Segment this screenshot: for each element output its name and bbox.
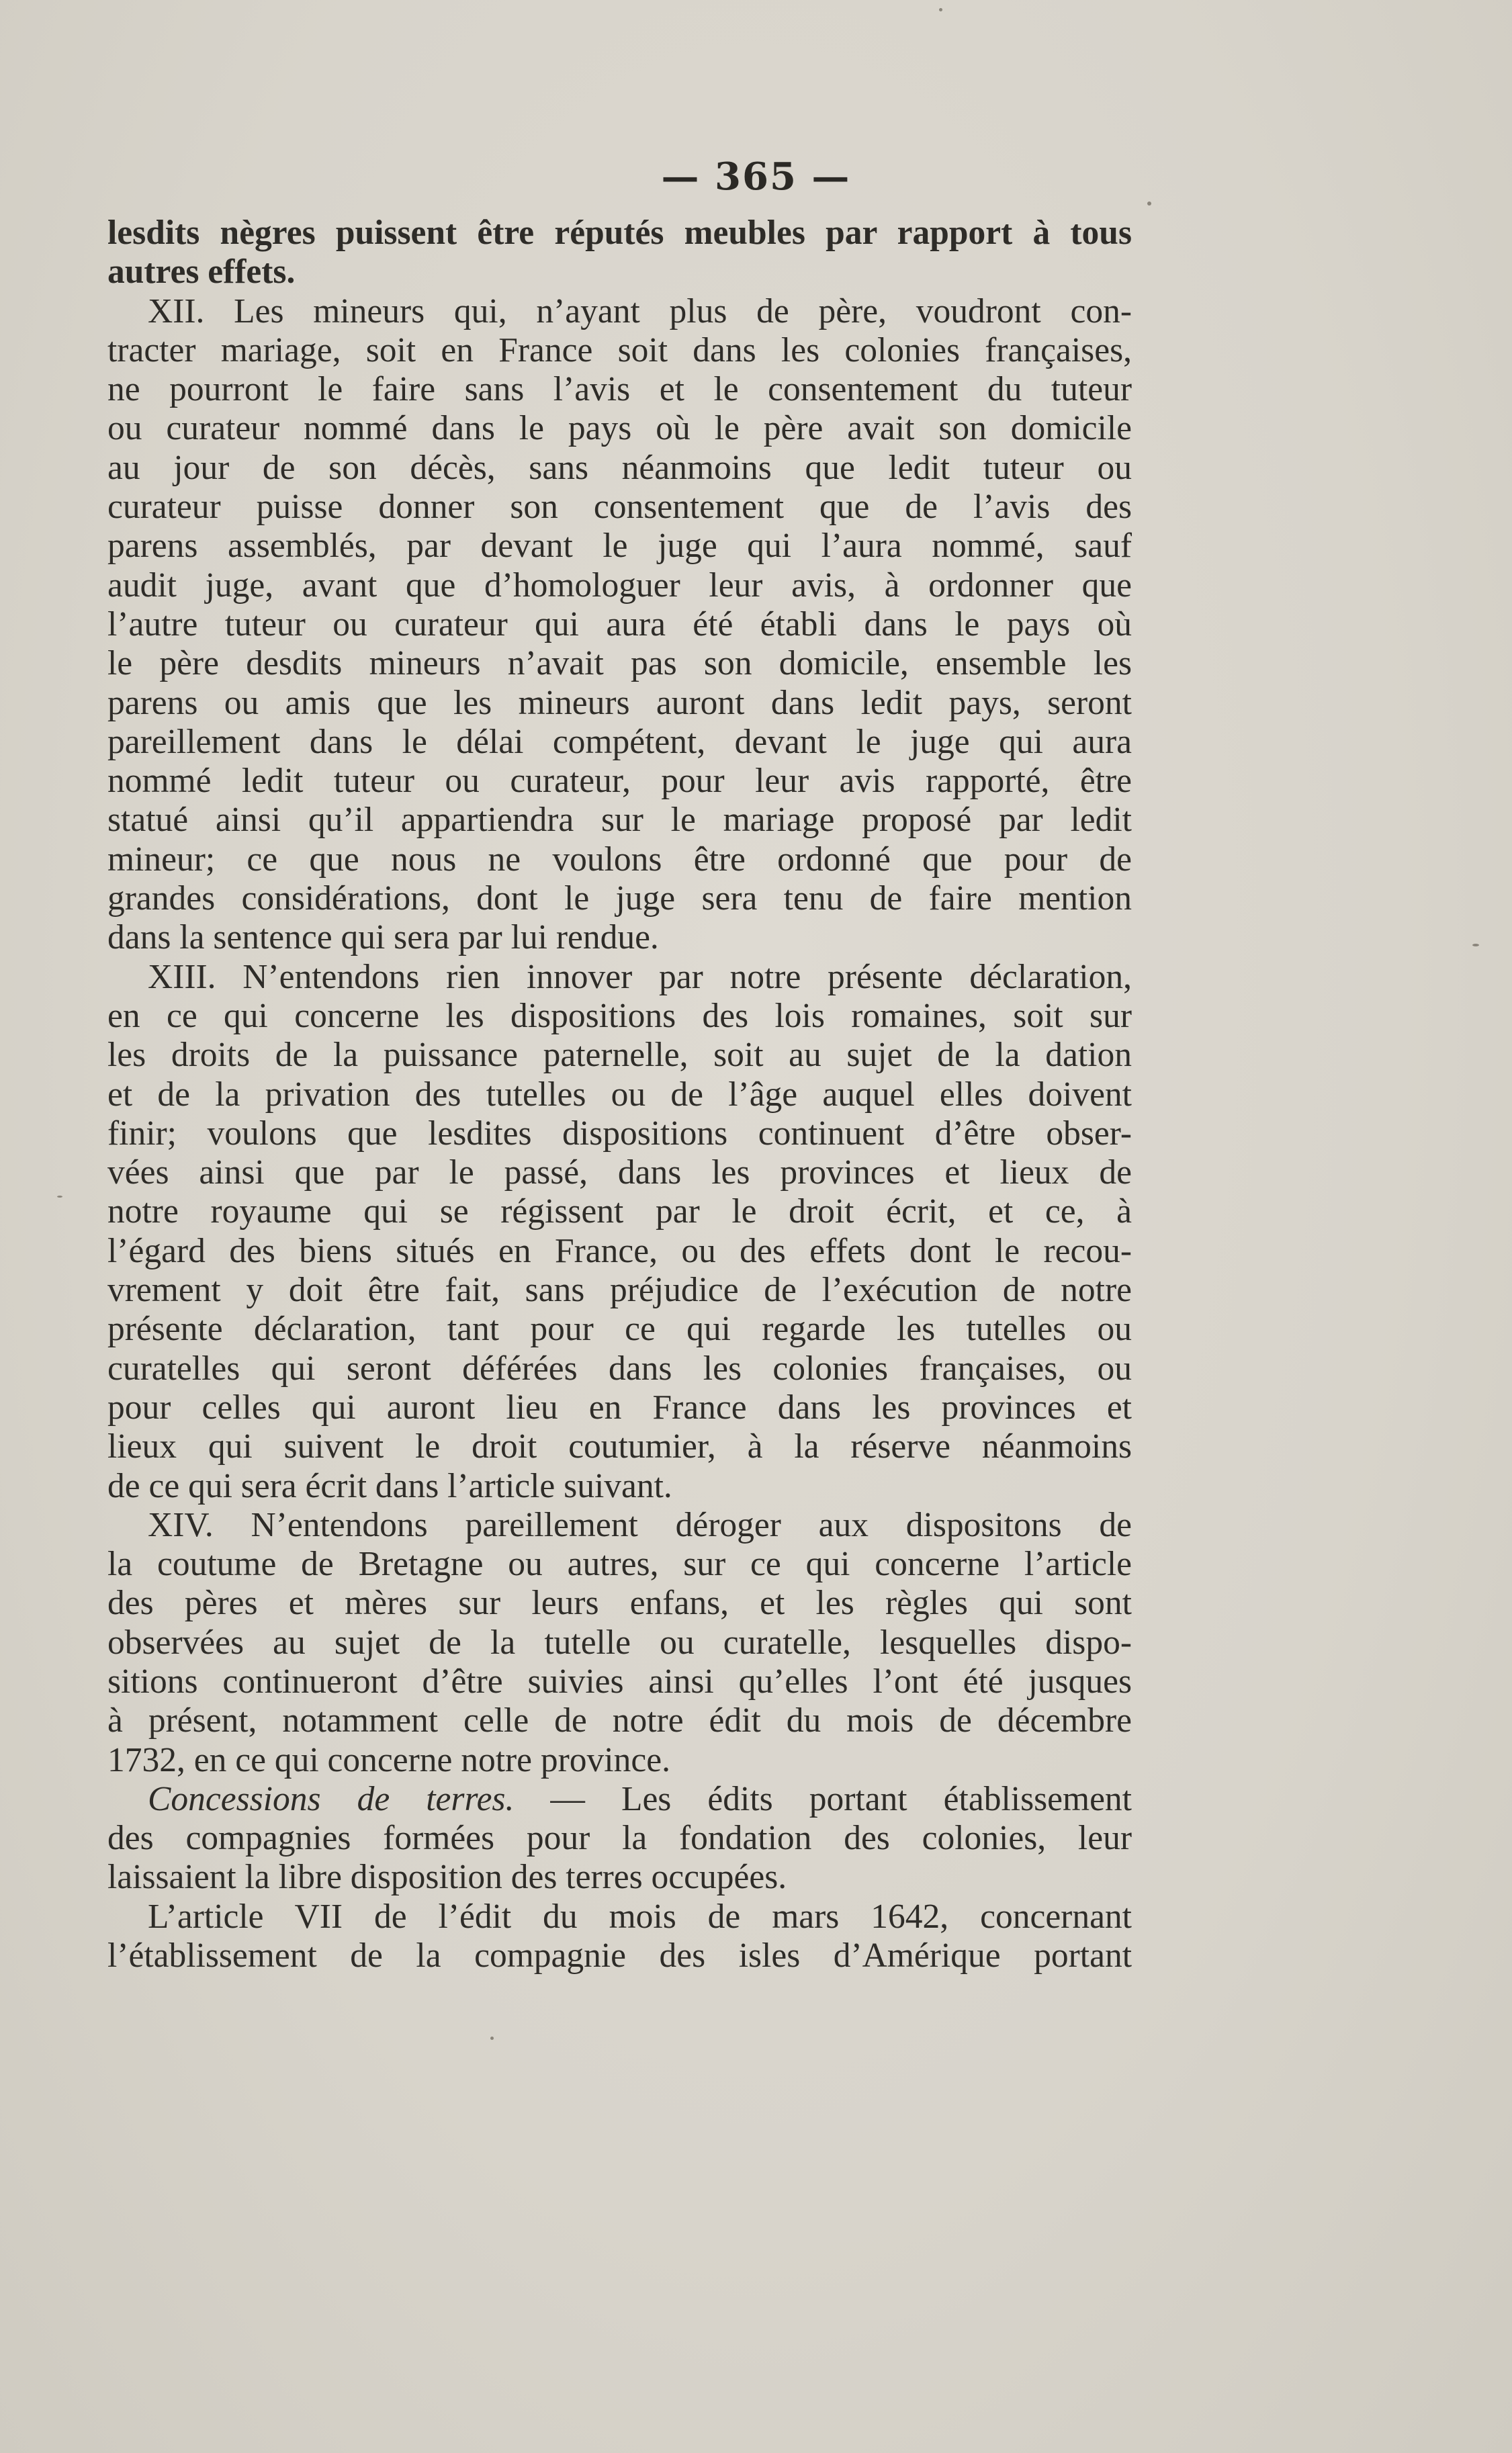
text-line: statué ainsi qu’il appartiendra sur le mariage proposé par ledit bbox=[107, 801, 1132, 840]
text-line: XIII. N’entendons rien innover par notre présente déclaration, bbox=[148, 957, 1132, 996]
body-text bbox=[107, 214, 1132, 1975]
section-heading: Concessions de terres. bbox=[148, 1779, 515, 1818]
text-line: observées au sujet de la tutelle ou curatelle, lesquelles dispo- bbox=[107, 1623, 1132, 1662]
text-line: ne pourront le faire sans l’avis et le consentement du tuteur bbox=[107, 370, 1132, 409]
text-line: notre royaume qui se régissent par le droit écrit, et ce, à bbox=[107, 1192, 1132, 1231]
page-number: — 365 — bbox=[661, 154, 851, 199]
text-line: laissaient la libre disposition des terres occupées. bbox=[107, 1858, 787, 1897]
text-line: sitions continueront d’être suivies ainsi qu’elles l’ont été jusques bbox=[107, 1662, 1132, 1701]
paper-speck bbox=[490, 2037, 494, 2040]
text-line: lesdits nègres puissent être réputés meubles par rapport à tous bbox=[107, 214, 1132, 252]
text-line: l’égard des biens situés en France, ou des effets dont le recou- bbox=[107, 1231, 1132, 1270]
section-heading-line bbox=[107, 1780, 1132, 1819]
text-line: les droits de la puissance paternelle, soit au sujet de la dation bbox=[107, 1036, 1132, 1075]
text-line: parens ou amis que les mineurs auront dans ledit pays, seront bbox=[107, 683, 1132, 722]
text-line: en ce qui concerne les dispositions des lois romaines, soit sur bbox=[107, 996, 1132, 1035]
text-line: curatelles qui seront déférées dans les colonies françaises, ou bbox=[107, 1349, 1132, 1388]
text-line: finir; voulons que lesdites dispositions continuent d’être obser- bbox=[107, 1114, 1132, 1153]
text-line: XIV. N’entendons pareillement déroger aux dispositons de bbox=[148, 1505, 1132, 1544]
text-line: nommé ledit tuteur ou curateur, pour leur avis rapporté, être bbox=[107, 762, 1132, 801]
text-line: parens assemblés, par devant le juge qui l’aura nommé, sauf bbox=[107, 527, 1132, 566]
text-line: présente déclaration, tant pour ce qui regarde les tutelles ou bbox=[107, 1310, 1132, 1349]
paper-speck bbox=[57, 1196, 62, 1198]
text-line: lieux qui suivent le droit coutumier, à la réserve néanmoins bbox=[107, 1427, 1132, 1466]
text-line: à présent, notamment celle de notre édit du mois de décembre bbox=[107, 1701, 1132, 1740]
text-line: XII. Les mineurs qui, n’ayant plus de père, voudront con- bbox=[148, 292, 1132, 330]
text-line: des compagnies formées pour la fondation des colonies, leur bbox=[107, 1819, 1132, 1858]
paper-speck bbox=[939, 8, 942, 11]
text-line: L’article VII de l’édit du mois de mars 1642, concernant bbox=[148, 1897, 1132, 1936]
text-line: l’autre tuteur ou curateur qui aura été établi dans le pays où bbox=[107, 605, 1132, 643]
text-line: le père desdits mineurs n’avait pas son domicile, ensemble les bbox=[107, 644, 1132, 683]
text-line: ou curateur nommé dans le pays où le père avait son domicile bbox=[107, 409, 1132, 448]
text-line: l’établissement de la compagnie des isles d’Amérique portant bbox=[107, 1936, 1132, 1975]
text-line: mineur; ce que nous ne voulons être ordonné que pour de bbox=[107, 840, 1132, 879]
text-line: vrement y doit être fait, sans préjudice de l’exécution de notre bbox=[107, 1271, 1132, 1310]
text-line: autres effets. bbox=[107, 253, 296, 292]
text-line: pour celles qui auront lieu en France dans les provinces et bbox=[107, 1388, 1132, 1427]
text-line: audit juge, avant que d’homologuer leur avis, à ordonner que bbox=[107, 566, 1132, 605]
text-line: au jour de son décès, sans néanmoins que ledit tuteur ou bbox=[107, 448, 1132, 487]
text-line: grandes considérations, dont le juge sera tenu de faire mention bbox=[107, 879, 1132, 918]
text-line: des pères et mères sur leurs enfans, et les règles qui sont bbox=[107, 1584, 1132, 1623]
text-line: curateur puisse donner son consentement que de l’avis des bbox=[107, 488, 1132, 527]
section-heading-continuation: — Les édits portant établissement bbox=[514, 1779, 1132, 1818]
text-line: vées ainsi que par le passé, dans les provinces et lieux de bbox=[107, 1153, 1132, 1192]
text-line: 1732, en ce qui concerne notre province. bbox=[107, 1740, 670, 1779]
paper-speck bbox=[1472, 944, 1479, 946]
text-line: et de la privation des tutelles ou de l’âge auquel elles doivent bbox=[107, 1075, 1132, 1114]
text-line: tracter mariage, soit en France soit dans les colonies françaises, bbox=[107, 330, 1132, 369]
paper-speck bbox=[1147, 202, 1151, 206]
text-line: la coutume de Bretagne ou autres, sur ce qui concerne l’article bbox=[107, 1545, 1132, 1584]
text-line: dans la sentence qui sera par lui rendue. bbox=[107, 918, 659, 957]
text-line: pareillement dans le délai compétent, devant le juge qui aura bbox=[107, 722, 1132, 761]
text-line: de ce qui sera écrit dans l’article suivant. bbox=[107, 1466, 672, 1505]
